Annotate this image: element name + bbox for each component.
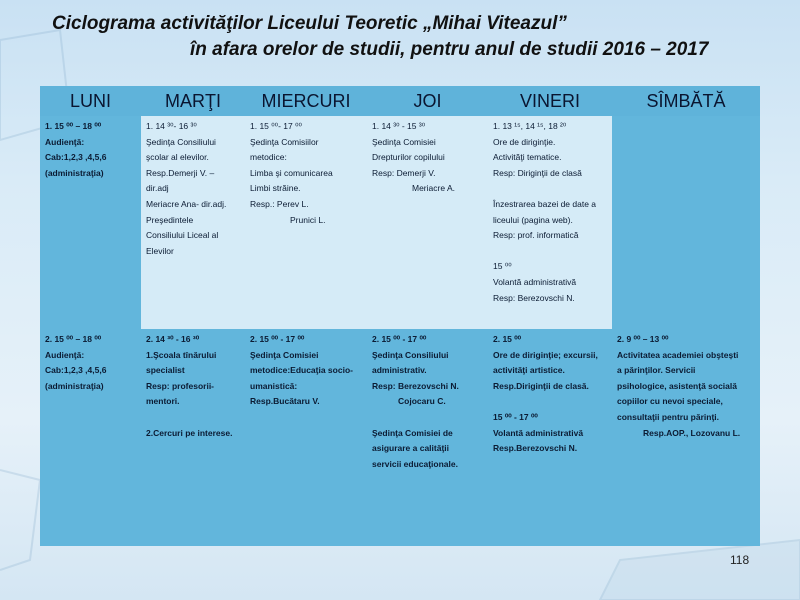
- cell-text: consultaţii pentru părinţi.: [617, 411, 720, 422]
- cell-joi: [367, 116, 488, 329]
- col-header-vineri: VINERI: [488, 86, 612, 116]
- cell-text: dir.adj: [146, 183, 169, 194]
- cell-text: Prunici L.: [290, 214, 326, 225]
- cell-text: 15 ⁰⁰ - 17 ⁰⁰: [493, 411, 538, 422]
- cell-text: 2. 15 ⁰⁰ – 18 ⁰⁰: [45, 334, 102, 344]
- cell-text: Resp.: Perev L.: [250, 198, 309, 209]
- cell-text: Resp.Demerji V. –: [146, 167, 215, 178]
- cell-text: (administraţia): [45, 380, 104, 391]
- cell-text: Activităţi tematice.: [493, 152, 562, 163]
- cell-vineri: [488, 329, 612, 546]
- cell-marti: [141, 116, 245, 329]
- cell-text: 1. 15 ⁰⁰ – 18 ⁰⁰: [45, 121, 102, 131]
- cell-text: Şedinţa Comisiilor: [250, 136, 319, 147]
- cell-text: [493, 181, 609, 197]
- schedule-table: [40, 86, 760, 546]
- cell-text: Ore de diriginţie; excursii,: [493, 349, 598, 360]
- cell-text: 1. 15 ⁰⁰- 17 ⁰⁰: [250, 121, 302, 131]
- table-row: [40, 116, 760, 329]
- cell-text: liceului (pagina web).: [493, 214, 573, 225]
- cell-text: 2. 9 ⁰⁰ – 13 ⁰⁰: [617, 334, 669, 344]
- cell-text: Resp: prof. informatică: [493, 230, 579, 241]
- cell-text: Volantă administrativă: [493, 276, 577, 287]
- cell-text: copiilor cu nevoi speciale,: [617, 396, 723, 407]
- cell-text: Preşedintele: [146, 214, 194, 225]
- cell-text: [493, 244, 609, 260]
- cell-text: Resp: Berezovschi N.: [372, 380, 459, 391]
- cell-text: Resp: Berezovschi N.: [493, 292, 575, 303]
- cell-text: specialist: [146, 365, 185, 376]
- cell-text: Meriacre Ana- dir.adj.: [146, 198, 227, 209]
- cell-text: asigurare a calităţii: [372, 443, 450, 454]
- cell-vineri: [488, 116, 612, 329]
- cell-text: psihologice, asistenţă socială: [617, 380, 737, 391]
- table-row: [40, 329, 760, 546]
- cell-text: Şedinţa Comisiei: [250, 349, 319, 360]
- cell-text: Ore de diriginţie.: [493, 136, 556, 147]
- cell-luni: [40, 329, 141, 546]
- cell-text: Resp.AOP., Lozovanu L.: [643, 427, 741, 438]
- cell-text: Resp.Berezovschi N.: [493, 443, 578, 454]
- cell-text: Audienţă:: [45, 349, 85, 360]
- cell-text: Resp: Diriginţii de clasă: [493, 167, 582, 178]
- cell-text: Şedinţa Comisiei: [372, 136, 436, 147]
- cell-text: Limba şi comunicarea: [250, 167, 333, 178]
- cell-text: 2. 15 ⁰⁰ - 17 ⁰⁰: [250, 334, 305, 344]
- cell-text: Resp.Diriginţii de clasă.: [493, 380, 589, 391]
- cell-text: Înzestrarea bazei de date a: [493, 198, 597, 209]
- cell-text: 2. 15 ⁰⁰ - 17 ⁰⁰: [372, 334, 427, 344]
- cell-text: şcolar al elevilor.: [146, 152, 209, 163]
- cell-text: Audienţă:: [45, 136, 85, 147]
- cell-text: servicii educaţionale.: [372, 458, 458, 469]
- cell-text: Resp: profesorii-: [146, 380, 215, 391]
- page-number: 118: [730, 553, 750, 567]
- cell-text: a părinţilor. Servicii: [617, 365, 696, 376]
- col-header-joi: JOI: [367, 86, 488, 116]
- cell-text: [493, 394, 609, 410]
- cell-miercuri: [245, 116, 367, 329]
- cell-text: 2.Cercuri pe interese.: [146, 427, 233, 438]
- cell-text: [146, 410, 242, 426]
- cell-text: mentori.: [146, 396, 180, 407]
- cell-text: 1. 14 ³⁰ - 15 ³⁰: [372, 121, 426, 131]
- cell-text: Cojocaru C.: [398, 396, 446, 407]
- cell-text: Cab:1,2,3 ,4,5,6: [45, 152, 107, 163]
- cell-marti: [141, 329, 245, 546]
- col-header-simbata: SÎMBĂTĂ: [612, 86, 760, 116]
- cell-text: 1. 14 ³⁰- 16 ³⁰: [146, 121, 197, 131]
- cell-text: 1.Şcoala tînărului: [146, 349, 217, 360]
- cell-text: Activitatea academiei obştești: [617, 349, 739, 360]
- cell-text: activităţi artistice.: [493, 365, 565, 376]
- cell-text: Meriacre A.: [412, 183, 455, 194]
- cell-text: metodice:Educaţia socio-: [250, 365, 353, 376]
- cell-text: Şedinţa Consiliului: [146, 136, 216, 147]
- cell-text: (administraţia): [45, 167, 104, 178]
- cell-text: Şedinţa Comisiei de: [372, 427, 453, 438]
- cell-luni: [40, 116, 141, 329]
- cell-text: Drepturilor copilului: [372, 152, 445, 163]
- col-header-marti: MARŢI: [141, 86, 245, 116]
- cell-text: 2. 15 ⁰⁰: [493, 334, 522, 344]
- cell-text: Şedinţa Consiliului: [372, 349, 449, 360]
- cell-simbata: [612, 329, 760, 546]
- cell-joi: [367, 329, 488, 546]
- col-header-luni: LUNI: [40, 86, 141, 116]
- title-line-2: în afara orelor de studii, pentru anul de studii 2016 – 2017: [190, 39, 709, 60]
- title-line-1: Ciclograma activităţilor Liceului Teoretic „Mihai Viteazul”: [52, 13, 567, 34]
- cell-text: Resp.Bucătaru V.: [250, 396, 320, 407]
- cell-text: Elevilor: [146, 245, 174, 256]
- cell-text: [372, 410, 485, 426]
- cell-text: Consiliului Liceal al: [146, 230, 219, 241]
- cell-miercuri: [245, 329, 367, 546]
- cell-text: Limbi străine.: [250, 183, 301, 194]
- col-header-miercuri: MIERCURI: [245, 86, 367, 116]
- cell-text: Volantă administrativă: [493, 427, 584, 438]
- cell-text: administrativ.: [372, 365, 427, 376]
- header-row: [40, 86, 760, 116]
- cell-text: Cab:1,2,3 ,4,5,6: [45, 365, 107, 376]
- cell-text: 15 ⁰⁰: [493, 261, 512, 272]
- cell-text: umanistică:: [250, 380, 298, 391]
- cell-simbata: [612, 116, 760, 329]
- cell-text: 1. 13 ¹⁵, 14 ¹⁵, 18 ²⁰: [493, 121, 567, 131]
- cell-text: Resp: Demerji V.: [372, 167, 436, 178]
- cell-text: 2. 14 ³⁰ - 16 ³⁰: [146, 334, 200, 344]
- cell-text: metodice:: [250, 152, 287, 163]
